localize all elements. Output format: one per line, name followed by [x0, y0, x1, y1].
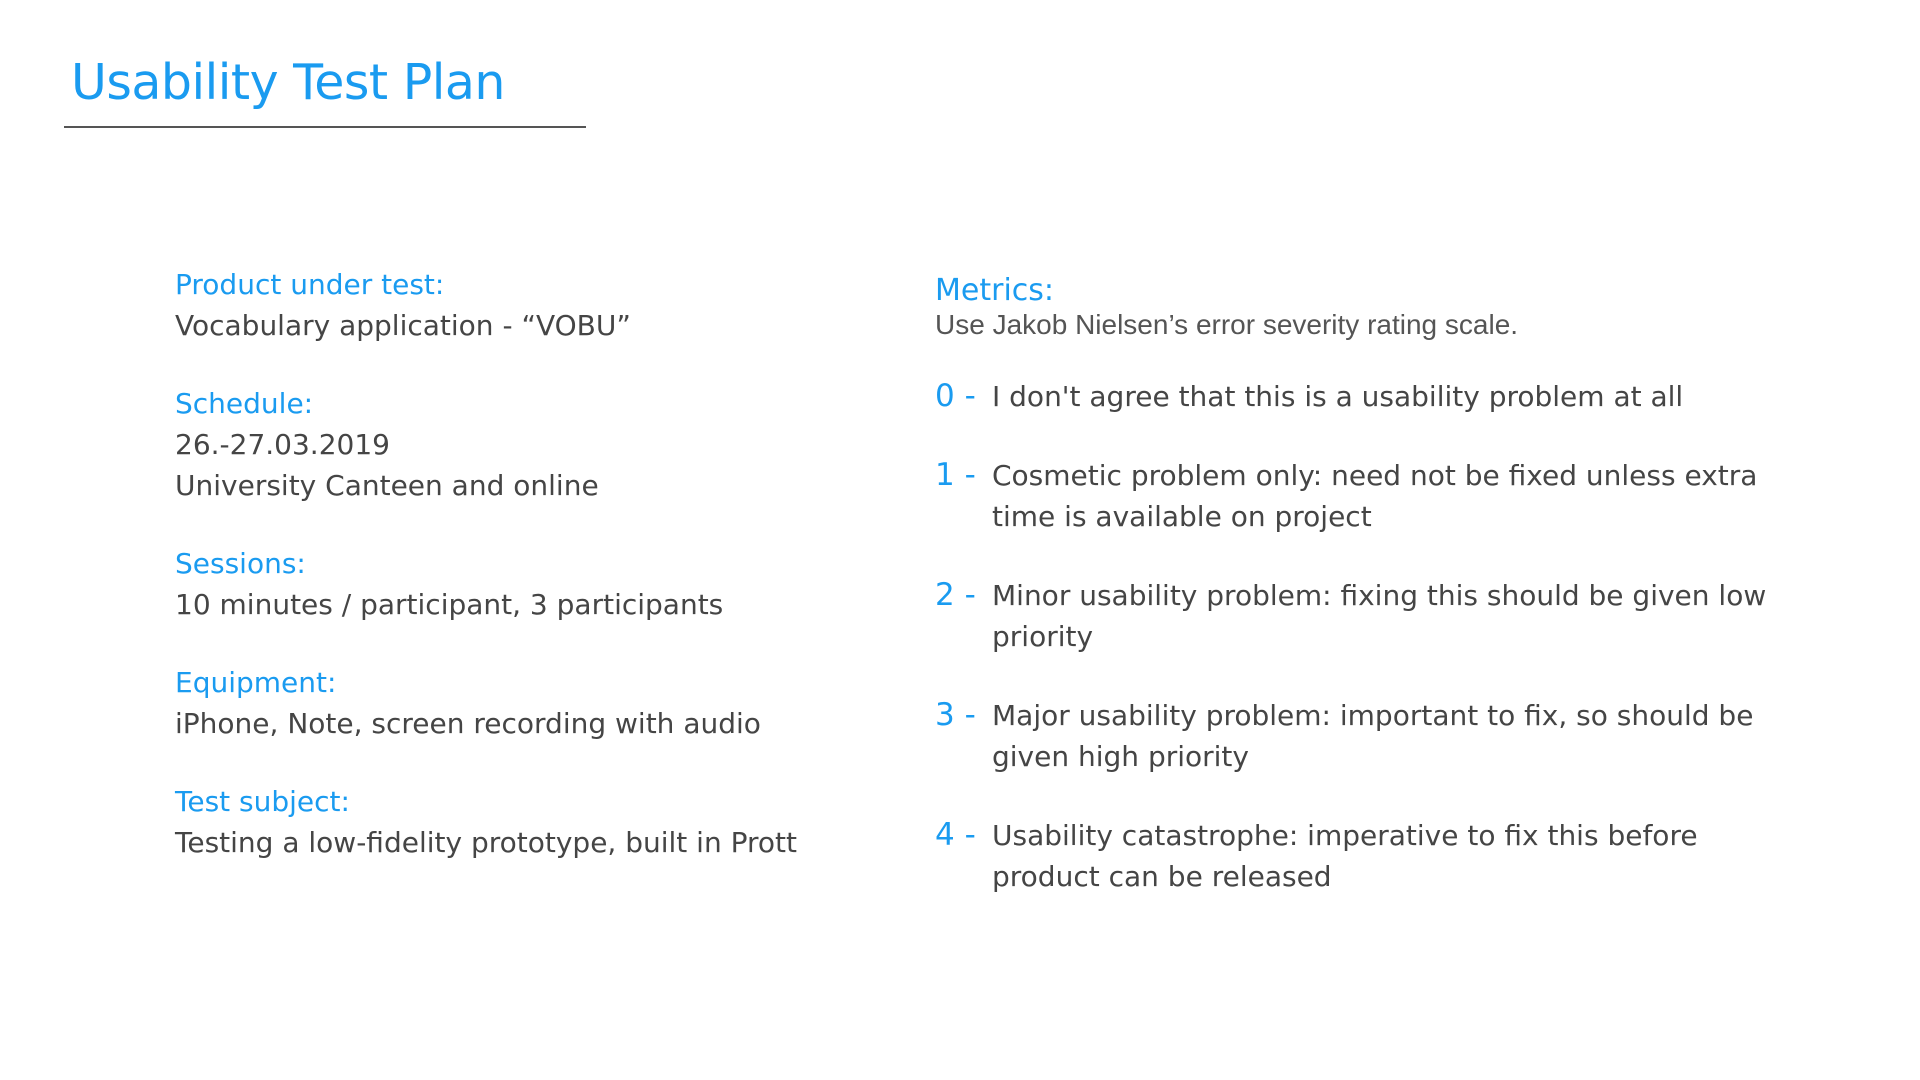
- title-underline: [64, 126, 586, 128]
- section-label: Equipment:: [175, 666, 337, 699]
- severity-number: 0 -: [935, 378, 976, 414]
- section-value: iPhone, Note, screen recording with audio: [175, 707, 761, 740]
- metrics-panel: [935, 270, 1835, 935]
- severity-line: product can be released: [992, 860, 1332, 893]
- severity-line: priority: [992, 620, 1094, 653]
- metrics-heading: Metrics:: [935, 273, 1055, 308]
- severity-item-3: [935, 695, 1835, 777]
- severity-line: Cosmetic problem only: need not be fixed unless extra: [992, 459, 1758, 492]
- slide-title: Usability Test Plan: [71, 54, 505, 111]
- severity-line: Usability catastrophe: imperative to fix this before: [992, 819, 1698, 852]
- severity-description: [992, 815, 1835, 897]
- severity-number: 2 -: [935, 577, 976, 613]
- severity-number: 1 -: [935, 457, 976, 493]
- severity-line: given high priority: [992, 740, 1249, 773]
- section-value: University Canteen and online: [175, 469, 599, 502]
- severity-description: [992, 575, 1835, 657]
- section-label: Test subject:: [175, 785, 350, 818]
- section-value: 10 minutes / participant, 3 participants: [175, 588, 724, 621]
- section-label: Schedule:: [175, 387, 314, 420]
- severity-line: I don't agree that this is a usability problem at all: [992, 380, 1684, 413]
- severity-description: [992, 455, 1835, 537]
- section-product: [175, 264, 935, 346]
- section-value: 26.-27.03.2019: [175, 428, 390, 461]
- section-sessions: [175, 543, 935, 625]
- plan-details: [175, 264, 935, 900]
- section-equipment: [175, 662, 935, 744]
- severity-item-2: [935, 575, 1835, 657]
- severity-line: Major usability problem: important to fix, so should be: [992, 699, 1754, 732]
- severity-line: Minor usability problem: fixing this should be given low: [992, 579, 1767, 612]
- severity-item-0: [935, 376, 1835, 417]
- severity-scale-list: [935, 376, 1835, 897]
- severity-description: [992, 376, 1835, 417]
- severity-item-4: [935, 815, 1835, 897]
- section-label: Sessions:: [175, 547, 306, 580]
- section-label: Product under test:: [175, 268, 445, 301]
- section-test-subject: [175, 781, 935, 863]
- section-value: Vocabulary application - “VOBU”: [175, 309, 631, 342]
- severity-item-1: [935, 455, 1835, 537]
- metrics-intro: Use Jakob Nielsen’s error severity rating scale.: [935, 309, 1519, 340]
- severity-line: time is available on project: [992, 500, 1372, 533]
- severity-description: [992, 695, 1835, 777]
- section-schedule: [175, 383, 935, 506]
- severity-number: 4 -: [935, 817, 976, 853]
- severity-number: 3 -: [935, 697, 976, 733]
- section-value: Testing a low-fidelity prototype, built in Prott: [175, 826, 797, 859]
